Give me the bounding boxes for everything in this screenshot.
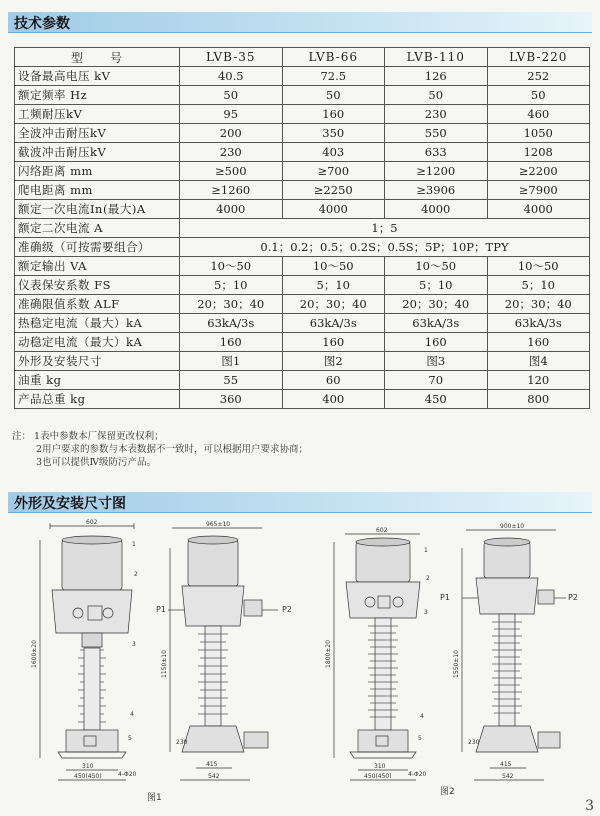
value-cell: 4000 — [487, 200, 590, 219]
row-label: 外形及安装尺寸 — [15, 352, 180, 371]
value-cell: 160 — [385, 333, 488, 352]
table-row — [15, 352, 590, 371]
table-row — [15, 105, 590, 124]
note-1: 注： 1表中参数本厂保留更改权利； — [12, 431, 164, 442]
value-cell: ≥7900 — [487, 181, 590, 200]
row-label: 爬电距离 mm — [15, 181, 180, 200]
model-header-cell: LVB-35 — [180, 48, 283, 67]
f1-callout-5: 5 — [128, 735, 132, 742]
table-row — [15, 124, 590, 143]
value-cell: 63kA/3s — [487, 314, 590, 333]
value-cell: 图3 — [385, 352, 488, 371]
note-3: 3也可以提供Ⅳ级防污产品。 — [36, 457, 157, 468]
f2-side-top: 900±10 — [500, 523, 525, 530]
row-label: 额定一次电流In(最大)A — [15, 200, 180, 219]
value-cell: 20；30；40 — [487, 295, 590, 314]
f2-top-width: 602 — [376, 527, 388, 534]
table-row — [15, 238, 590, 257]
value-cell: 160 — [282, 333, 385, 352]
value-cell: 400 — [282, 390, 385, 409]
value-cell: 450 — [385, 390, 488, 409]
row-label: 额定输出 VA — [15, 257, 180, 276]
value-cell: 50 — [282, 86, 385, 105]
f1-callout-2: 2 — [134, 571, 138, 578]
table-row — [15, 314, 590, 333]
f1-base-b: 450(450) — [74, 773, 102, 780]
value-cell: 252 — [487, 67, 590, 86]
table-row — [15, 143, 590, 162]
value-cell: 350 — [282, 124, 385, 143]
fig2-side-view — [440, 523, 578, 780]
value-cell: 50 — [180, 86, 283, 105]
value-cell: 800 — [487, 390, 590, 409]
row-label: 设备最高电压 kV — [15, 67, 180, 86]
f2-callout-2: 2 — [426, 575, 430, 582]
value-cell: 1050 — [487, 124, 590, 143]
value-cell: 4000 — [385, 200, 488, 219]
f1-hole: 4-Φ20 — [118, 771, 137, 778]
merged-value-cell: 1；5 — [180, 219, 590, 238]
value-cell: ≥500 — [180, 162, 283, 181]
merged-value-cell: 0.1；0.2；0.5；0.2S；0.5S；5P；10P；TPY — [180, 238, 590, 257]
value-cell: 70 — [385, 371, 488, 390]
value-cell: 120 — [487, 371, 590, 390]
value-cell: 60 — [282, 371, 385, 390]
f1-callout-1: 1 — [132, 541, 136, 548]
value-cell: 10～50 — [180, 257, 283, 276]
value-cell: 460 — [487, 105, 590, 124]
model-header-cell: LVB-110 — [385, 48, 488, 67]
specs-title: 技术参数 — [14, 16, 70, 32]
table-row — [15, 162, 590, 181]
model-header-cell: LVB-220 — [487, 48, 590, 67]
f1-top-width: 602 — [86, 519, 98, 526]
value-cell: 63kA/3s — [282, 314, 385, 333]
value-cell: 160 — [282, 105, 385, 124]
row-label: 截波冲击耐压kV — [15, 143, 180, 162]
row-label: 额定频率 Hz — [15, 86, 180, 105]
value-cell: 1208 — [487, 143, 590, 162]
value-cell: 633 — [385, 143, 488, 162]
table-row — [15, 86, 590, 105]
value-cell: 4000 — [180, 200, 283, 219]
fig1-caption: 图1 — [147, 793, 162, 803]
f2-hole: 4-Φ20 — [408, 771, 427, 778]
value-cell: 20；30；40 — [385, 295, 488, 314]
drawings-section-header — [8, 492, 592, 513]
f2-height: 1800±20 — [325, 640, 332, 668]
row-label: 热稳定电流（最大）kA — [15, 314, 180, 333]
fig1-front-view — [31, 519, 138, 780]
f1-height: 1600±20 — [31, 640, 38, 668]
drawings-area — [0, 518, 600, 816]
row-label: 工频耐压kV — [15, 105, 180, 124]
value-cell: 图1 — [180, 352, 283, 371]
table-row — [15, 67, 590, 86]
row-label: 动稳定电流（最大）kA — [15, 333, 180, 352]
f2-base-b: 450(450) — [364, 773, 392, 780]
row-label: 全波冲击耐压kV — [15, 124, 180, 143]
value-cell: 图4 — [487, 352, 590, 371]
f1-p2: P2 — [282, 605, 292, 614]
value-cell: 10～50 — [487, 257, 590, 276]
value-cell: 160 — [487, 333, 590, 352]
f1-side-height: 1150±10 — [161, 650, 168, 678]
value-cell: 4000 — [282, 200, 385, 219]
table-header-row — [15, 48, 590, 67]
f2-callout-4: 4 — [420, 713, 424, 720]
f2-p2: P2 — [568, 593, 578, 602]
value-cell: 200 — [180, 124, 283, 143]
f2-side-gap: 230 — [468, 739, 480, 746]
table-row — [15, 371, 590, 390]
notes — [12, 430, 308, 469]
f1-side-top: 965±10 — [206, 521, 231, 528]
value-cell: 10～50 — [385, 257, 488, 276]
row-label: 油重 kg — [15, 371, 180, 390]
row-label: 准确限值系数 ALF — [15, 295, 180, 314]
value-cell: 5；10 — [385, 276, 488, 295]
f2-callout-1: 1 — [424, 547, 428, 554]
f1-side-gap: 230 — [176, 739, 188, 746]
f2-base-a: 310 — [374, 763, 386, 770]
table-row — [15, 276, 590, 295]
table-row — [15, 181, 590, 200]
spec-table — [14, 47, 590, 409]
value-cell: 360 — [180, 390, 283, 409]
specs-section-header — [8, 12, 592, 33]
table-row — [15, 219, 590, 238]
value-cell: ≥2200 — [487, 162, 590, 181]
value-cell: 20；30；40 — [180, 295, 283, 314]
installation-drawings — [0, 518, 600, 816]
table-row — [15, 295, 590, 314]
value-cell: ≥3906 — [385, 181, 488, 200]
f2-side-base-a: 415 — [500, 761, 512, 768]
value-cell: 5；10 — [487, 276, 590, 295]
value-cell: 5；10 — [282, 276, 385, 295]
value-cell: 95 — [180, 105, 283, 124]
value-cell: 126 — [385, 67, 488, 86]
page-number: 3 — [585, 798, 594, 814]
f2-callout-3: 3 — [424, 609, 428, 616]
f1-callout-4: 4 — [130, 711, 134, 718]
fig2-caption: 图2 — [440, 787, 455, 797]
value-cell: ≥1200 — [385, 162, 488, 181]
value-cell: 50 — [385, 86, 488, 105]
value-cell: 20；30；40 — [282, 295, 385, 314]
value-cell: ≥1260 — [180, 181, 283, 200]
f2-side-height: 1550±10 — [453, 650, 460, 678]
table-row — [15, 257, 590, 276]
value-cell: 5；10 — [180, 276, 283, 295]
row-label: 闪络距离 mm — [15, 162, 180, 181]
value-cell: 图2 — [282, 352, 385, 371]
note-2: 2用户要求的参数与本表数据不一致时，可以根据用户要求协商； — [36, 444, 309, 455]
table-row — [15, 200, 590, 219]
value-cell: 550 — [385, 124, 488, 143]
value-cell: 50 — [487, 86, 590, 105]
fig1-side-view — [156, 521, 292, 780]
table-row — [15, 333, 590, 352]
f2-callout-5: 5 — [418, 735, 422, 742]
value-cell: 63kA/3s — [385, 314, 488, 333]
value-cell: 72.5 — [282, 67, 385, 86]
model-header-cell: LVB-66 — [282, 48, 385, 67]
value-cell: 55 — [180, 371, 283, 390]
value-cell: ≥2250 — [282, 181, 385, 200]
value-cell: 160 — [180, 333, 283, 352]
row-label: 仪表保安系数 FS — [15, 276, 180, 295]
value-cell: 230 — [180, 143, 283, 162]
value-cell: 63kA/3s — [180, 314, 283, 333]
value-cell: 40.5 — [180, 67, 283, 86]
value-cell: ≥700 — [282, 162, 385, 181]
row-label: 准确级（可按需要组合） — [15, 238, 180, 257]
model-header-label: 型 号 — [15, 48, 180, 67]
row-label: 额定二次电流 A — [15, 219, 180, 238]
value-cell: 230 — [385, 105, 488, 124]
f1-side-base-a: 415 — [206, 761, 218, 768]
value-cell: 10～50 — [282, 257, 385, 276]
fig2-front-view — [325, 527, 430, 780]
f1-base-a: 310 — [82, 763, 94, 770]
table-row — [15, 390, 590, 409]
f2-p1: P1 — [440, 593, 450, 602]
row-label: 产品总重 kg — [15, 390, 180, 409]
f2-side-base-b: 542 — [502, 773, 514, 780]
value-cell: 403 — [282, 143, 385, 162]
f1-side-base-b: 542 — [208, 773, 220, 780]
f1-p1: P1 — [156, 605, 166, 614]
drawings-title: 外形及安装尺寸图 — [14, 496, 126, 512]
f1-callout-3: 3 — [132, 641, 136, 648]
